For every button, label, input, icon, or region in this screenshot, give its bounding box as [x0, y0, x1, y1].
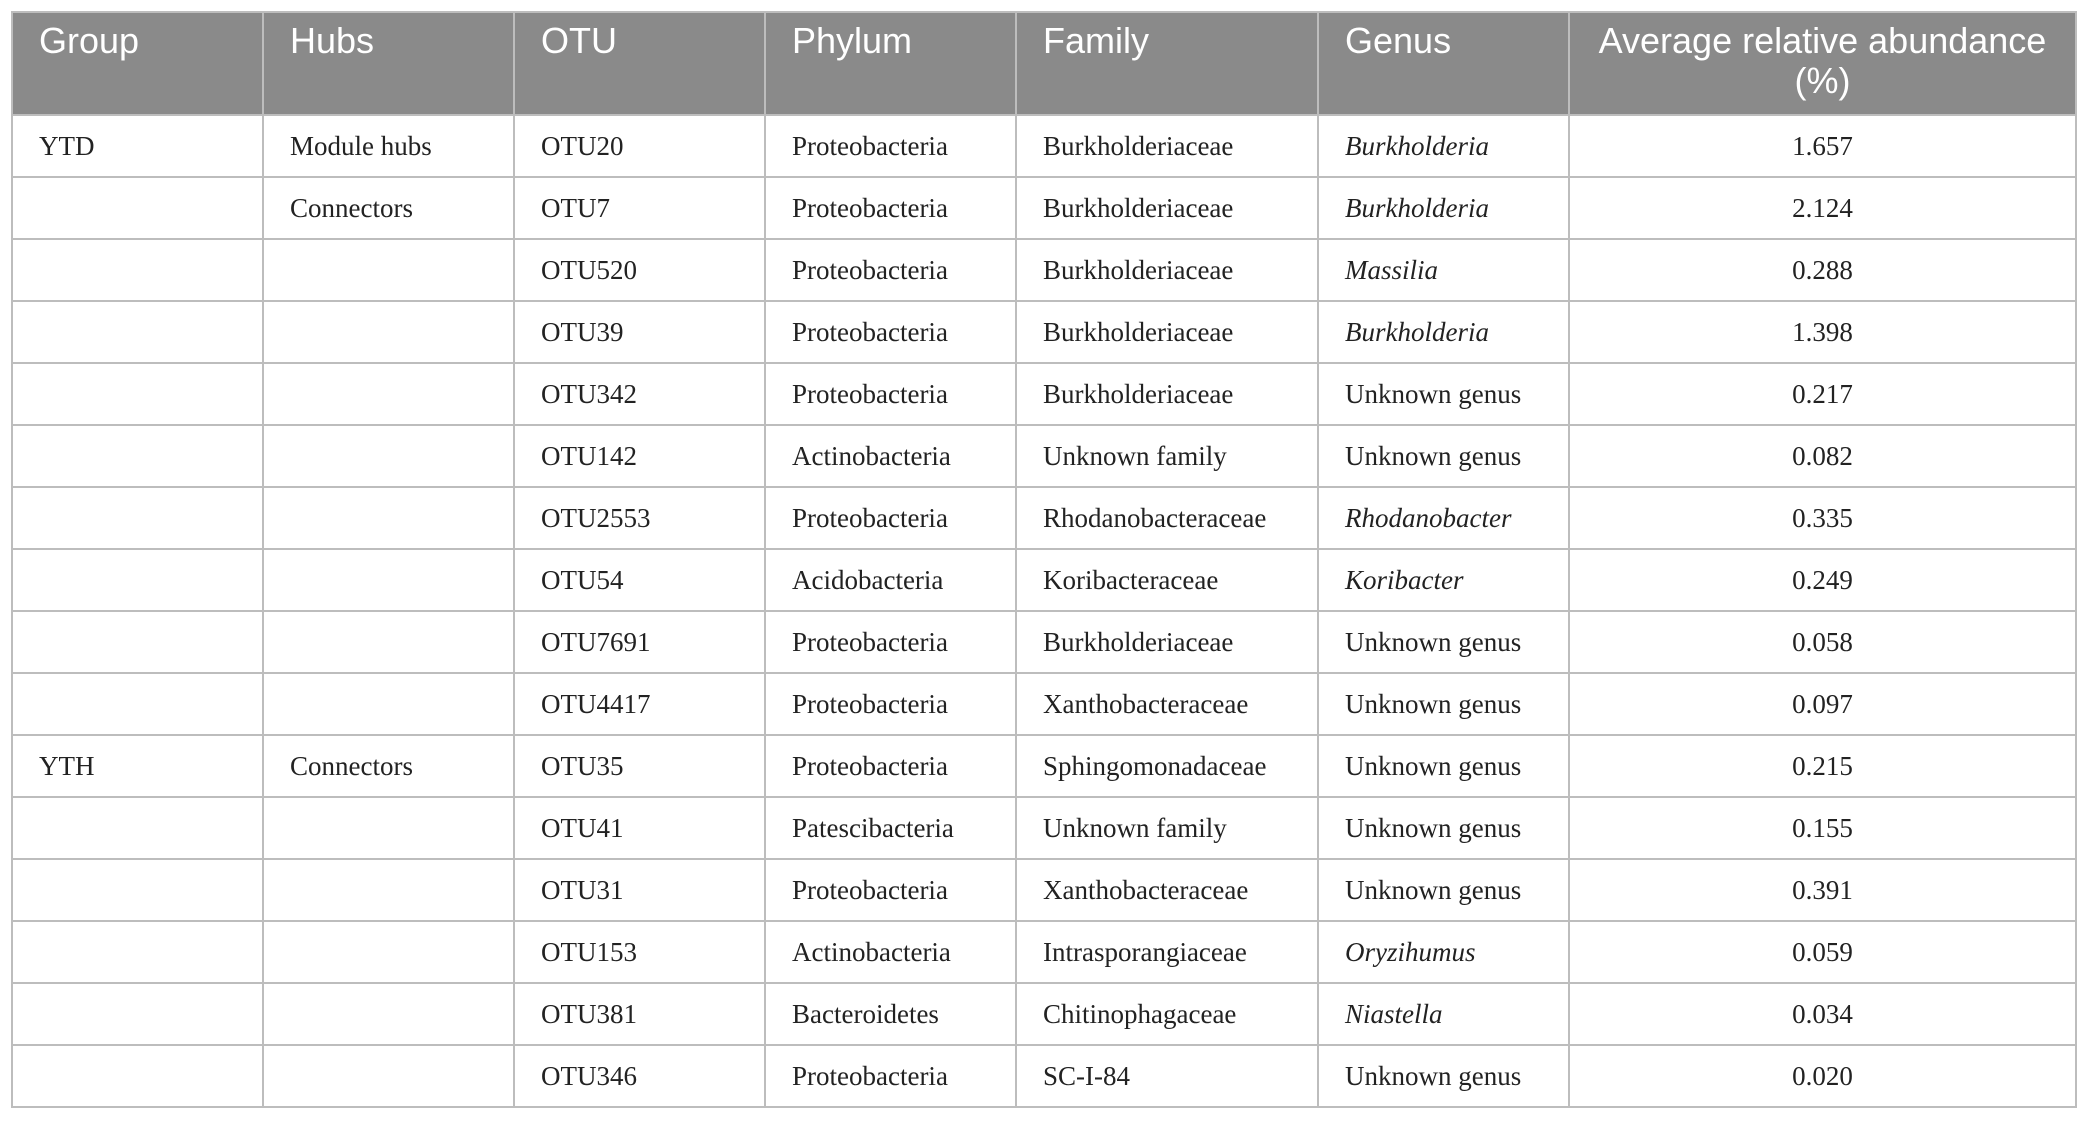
cell-group: [12, 673, 263, 735]
table-row: [12, 425, 2076, 487]
cell-group: [12, 797, 263, 859]
cell-group: YTH: [12, 735, 263, 797]
cell-abundance: 2.124: [1569, 177, 2076, 239]
cell-group: [12, 921, 263, 983]
cell-otu: OTU2553: [514, 487, 765, 549]
cell-hubs: [263, 983, 514, 1045]
cell-otu: OTU7: [514, 177, 765, 239]
cell-genus: Burkholderia: [1318, 301, 1569, 363]
cell-phylum: Bacteroidetes: [765, 983, 1016, 1045]
table-row: [12, 983, 2076, 1045]
cell-hubs: [263, 425, 514, 487]
cell-family: Unknown family: [1016, 797, 1318, 859]
cell-family: Burkholderiaceae: [1016, 177, 1318, 239]
cell-family: Intrasporangiaceae: [1016, 921, 1318, 983]
cell-genus: Unknown genus: [1318, 735, 1569, 797]
cell-hubs: [263, 363, 514, 425]
cell-hubs: [263, 239, 514, 301]
header-family: Family: [1016, 12, 1318, 115]
cell-phylum: Proteobacteria: [765, 673, 1016, 735]
table-row: [12, 363, 2076, 425]
cell-phylum: Proteobacteria: [765, 115, 1016, 177]
table-row: [12, 797, 2076, 859]
cell-otu: OTU54: [514, 549, 765, 611]
cell-phylum: Actinobacteria: [765, 921, 1016, 983]
cell-abundance: 0.335: [1569, 487, 2076, 549]
table-row: [12, 239, 2076, 301]
cell-phylum: Proteobacteria: [765, 301, 1016, 363]
cell-phylum: Proteobacteria: [765, 363, 1016, 425]
cell-group: [12, 983, 263, 1045]
cell-phylum: Patescibacteria: [765, 797, 1016, 859]
cell-genus: Rhodanobacter: [1318, 487, 1569, 549]
cell-phylum: Proteobacteria: [765, 177, 1016, 239]
cell-genus: Oryzihumus: [1318, 921, 1569, 983]
cell-family: Unknown family: [1016, 425, 1318, 487]
table-row: [12, 487, 2076, 549]
cell-group: [12, 425, 263, 487]
cell-otu: OTU7691: [514, 611, 765, 673]
cell-family: Sphingomonadaceae: [1016, 735, 1318, 797]
cell-family: Burkholderiaceae: [1016, 115, 1318, 177]
cell-otu: OTU153: [514, 921, 765, 983]
cell-hubs: [263, 673, 514, 735]
cell-phylum: Proteobacteria: [765, 611, 1016, 673]
cell-phylum: Proteobacteria: [765, 487, 1016, 549]
cell-genus: Unknown genus: [1318, 859, 1569, 921]
cell-otu: OTU142: [514, 425, 765, 487]
table-row: [12, 1045, 2076, 1107]
cell-family: Burkholderiaceae: [1016, 363, 1318, 425]
cell-abundance: 0.097: [1569, 673, 2076, 735]
cell-hubs: [263, 549, 514, 611]
cell-abundance: 0.059: [1569, 921, 2076, 983]
cell-hubs: Connectors: [263, 735, 514, 797]
cell-hubs: [263, 1045, 514, 1107]
table-header: [12, 12, 2076, 115]
header-otu: OTU: [514, 12, 765, 115]
cell-phylum: Proteobacteria: [765, 735, 1016, 797]
table-row: [12, 673, 2076, 735]
table-row: [12, 115, 2076, 177]
cell-genus: Unknown genus: [1318, 1045, 1569, 1107]
cell-family: Chitinophagaceae: [1016, 983, 1318, 1045]
header-row: [12, 12, 2076, 115]
cell-phylum: Proteobacteria: [765, 1045, 1016, 1107]
cell-group: [12, 1045, 263, 1107]
cell-hubs: [263, 797, 514, 859]
cell-genus: Unknown genus: [1318, 363, 1569, 425]
cell-phylum: Proteobacteria: [765, 859, 1016, 921]
header-phylum: Phylum: [765, 12, 1016, 115]
cell-family: Burkholderiaceae: [1016, 611, 1318, 673]
cell-hubs: [263, 301, 514, 363]
cell-otu: OTU20: [514, 115, 765, 177]
cell-hubs: [263, 859, 514, 921]
cell-genus: Koribacter: [1318, 549, 1569, 611]
cell-abundance: 0.058: [1569, 611, 2076, 673]
cell-family: SC-I-84: [1016, 1045, 1318, 1107]
cell-group: [12, 549, 263, 611]
cell-family: Xanthobacteraceae: [1016, 859, 1318, 921]
cell-genus: Unknown genus: [1318, 425, 1569, 487]
cell-otu: OTU381: [514, 983, 765, 1045]
cell-otu: OTU31: [514, 859, 765, 921]
table-row: [12, 549, 2076, 611]
cell-group: YTD: [12, 115, 263, 177]
cell-otu: OTU35: [514, 735, 765, 797]
cell-abundance: 0.249: [1569, 549, 2076, 611]
cell-genus: Massilia: [1318, 239, 1569, 301]
cell-otu: OTU520: [514, 239, 765, 301]
cell-abundance: 0.288: [1569, 239, 2076, 301]
cell-otu: OTU346: [514, 1045, 765, 1107]
cell-genus: Burkholderia: [1318, 177, 1569, 239]
cell-family: Xanthobacteraceae: [1016, 673, 1318, 735]
header-group: Group: [12, 12, 263, 115]
cell-group: [12, 487, 263, 549]
cell-phylum: Actinobacteria: [765, 425, 1016, 487]
cell-group: [12, 611, 263, 673]
cell-family: Burkholderiaceae: [1016, 239, 1318, 301]
cell-group: [12, 301, 263, 363]
cell-otu: OTU39: [514, 301, 765, 363]
header-abundance: Average relative abundance (%): [1569, 12, 2076, 115]
cell-abundance: 0.155: [1569, 797, 2076, 859]
cell-phylum: Acidobacteria: [765, 549, 1016, 611]
table-row: [12, 177, 2076, 239]
cell-abundance: 0.034: [1569, 983, 2076, 1045]
cell-family: Burkholderiaceae: [1016, 301, 1318, 363]
cell-abundance: 0.020: [1569, 1045, 2076, 1107]
header-hubs: Hubs: [263, 12, 514, 115]
cell-family: Koribacteraceae: [1016, 549, 1318, 611]
cell-group: [12, 859, 263, 921]
cell-hubs: Module hubs: [263, 115, 514, 177]
cell-genus: Unknown genus: [1318, 797, 1569, 859]
cell-hubs: [263, 611, 514, 673]
hub-otu-table: [11, 11, 2077, 1108]
cell-hubs: [263, 921, 514, 983]
cell-family: Rhodanobacteraceae: [1016, 487, 1318, 549]
cell-abundance: 0.082: [1569, 425, 2076, 487]
table-row: [12, 735, 2076, 797]
header-genus: Genus: [1318, 12, 1569, 115]
cell-genus: Unknown genus: [1318, 611, 1569, 673]
table-row: [12, 921, 2076, 983]
table-row: [12, 611, 2076, 673]
cell-abundance: 1.398: [1569, 301, 2076, 363]
cell-hubs: [263, 487, 514, 549]
cell-group: [12, 363, 263, 425]
cell-group: [12, 177, 263, 239]
cell-hubs: Connectors: [263, 177, 514, 239]
cell-group: [12, 239, 263, 301]
cell-phylum: Proteobacteria: [765, 239, 1016, 301]
cell-abundance: 0.215: [1569, 735, 2076, 797]
cell-genus: Unknown genus: [1318, 673, 1569, 735]
cell-genus: Niastella: [1318, 983, 1569, 1045]
cell-otu: OTU342: [514, 363, 765, 425]
cell-abundance: 0.217: [1569, 363, 2076, 425]
cell-otu: OTU4417: [514, 673, 765, 735]
cell-otu: OTU41: [514, 797, 765, 859]
table-row: [12, 301, 2076, 363]
cell-genus: Burkholderia: [1318, 115, 1569, 177]
cell-abundance: 1.657: [1569, 115, 2076, 177]
table-row: [12, 859, 2076, 921]
cell-abundance: 0.391: [1569, 859, 2076, 921]
table-body: [12, 115, 2076, 1107]
